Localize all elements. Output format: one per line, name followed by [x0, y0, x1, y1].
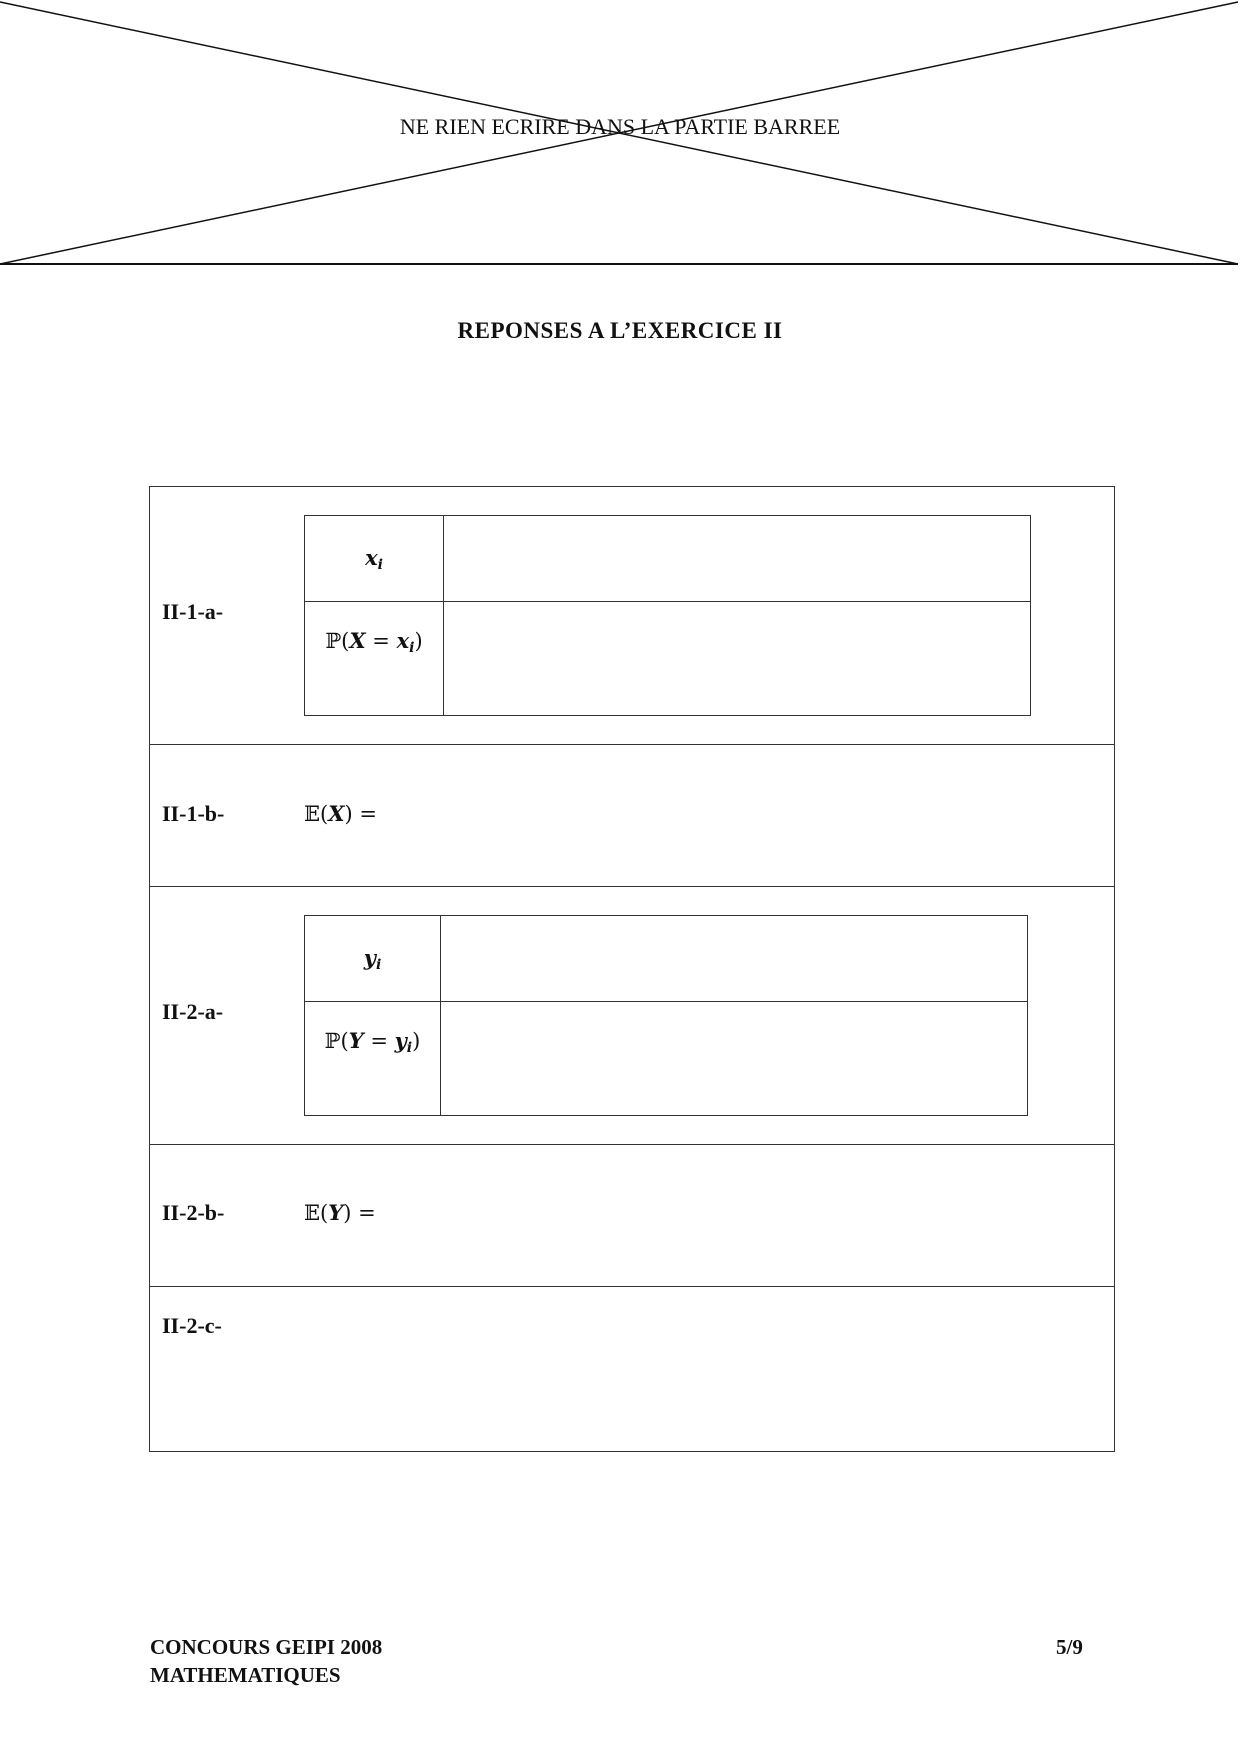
distribution-table-x [304, 515, 1031, 716]
question-label: II-1-a- [162, 599, 224, 624]
answer-table [149, 486, 1115, 1452]
yi-values-cell[interactable] [441, 916, 1028, 1002]
barred-zone [0, 0, 1240, 270]
py-values-cell[interactable] [441, 1002, 1028, 1116]
expectation-x-expression: 𝔼(X) = [304, 801, 377, 826]
page-title: REPONSES A L’EXERCICE II [457, 318, 783, 343]
question-label: II-2-b- [162, 1200, 225, 1225]
footer-contest: CONCOURS GEIPI 2008 [150, 1635, 383, 1659]
answer-row-q2c[interactable] [150, 1287, 1114, 1451]
distribution-table-y [304, 915, 1028, 1116]
page-number: 5/9 [1056, 1635, 1083, 1659]
py-header-cell: ℙ(Y = $y_i$) [305, 1002, 441, 1116]
answer-row-q1b[interactable] [150, 745, 1114, 887]
expectation-y-expression: 𝔼(Y) = [304, 1200, 376, 1225]
answer-row-q2b[interactable] [150, 1145, 1114, 1287]
xi-header-cell: $x_i$ [305, 516, 444, 602]
xi-values-cell[interactable] [444, 516, 1031, 602]
barred-notice: NE RIEN ECRIRE DANS LA PARTIE BARREE [399, 114, 841, 139]
question-label: II-2-a- [162, 999, 224, 1024]
px-values-cell[interactable] [444, 602, 1031, 716]
question-label: II-1-b- [162, 801, 225, 826]
answer-row-q1a [150, 487, 1114, 745]
footer-subject: MATHEMATIQUES [150, 1663, 341, 1687]
answer-row-q2a [150, 887, 1114, 1145]
footer-left [150, 1633, 382, 1689]
question-label: II-2-c- [162, 1313, 222, 1338]
yi-header-cell: $y_i$ [305, 916, 441, 1002]
px-header-cell: ℙ(X = $x_i$) [305, 602, 444, 716]
